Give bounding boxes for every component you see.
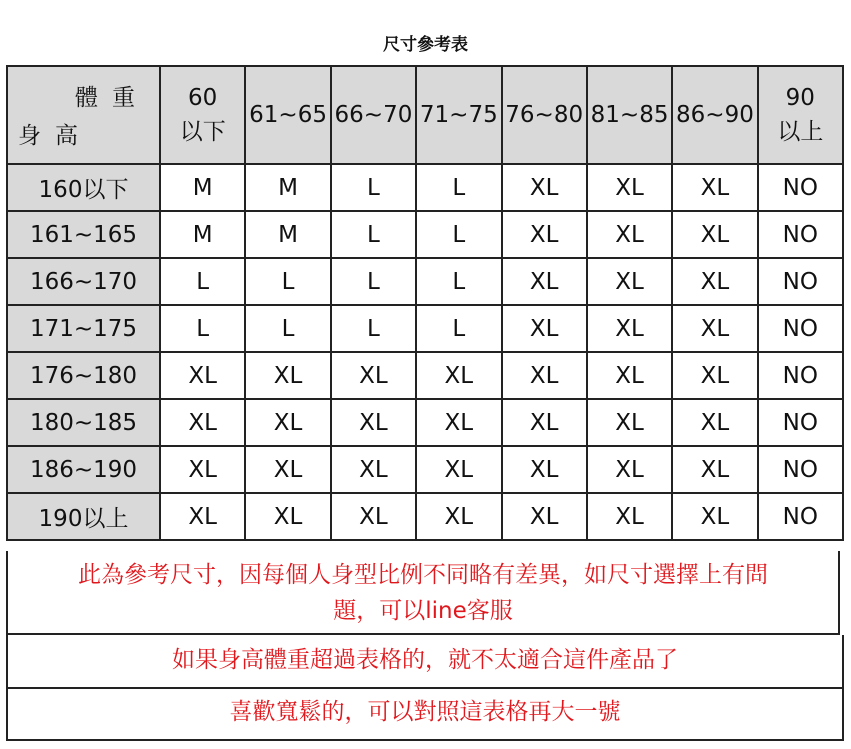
size-cell: L xyxy=(331,211,416,258)
size-cell: XL xyxy=(672,164,757,211)
size-cell: XL xyxy=(502,258,587,305)
size-cell: XL xyxy=(160,446,245,493)
size-cell: XL xyxy=(245,399,330,446)
height-row-header: 190以上 xyxy=(7,493,160,540)
column-header-line: 60 xyxy=(188,85,218,111)
size-cell: L xyxy=(245,258,330,305)
size-cell: M xyxy=(245,211,330,258)
size-cell: XL xyxy=(587,164,672,211)
size-cell: XL xyxy=(672,446,757,493)
height-row-header: 176~180 xyxy=(7,352,160,399)
table-row xyxy=(7,493,843,540)
size-cell: L xyxy=(331,305,416,352)
size-cell: XL xyxy=(672,211,757,258)
table-row xyxy=(7,258,843,305)
weight-column-header xyxy=(245,66,330,164)
size-cell: XL xyxy=(672,305,757,352)
size-cell: XL xyxy=(245,493,330,540)
size-cell: XL xyxy=(587,258,672,305)
size-cell: NO xyxy=(758,164,843,211)
table-row xyxy=(7,446,843,493)
column-header-line: 86~90 xyxy=(676,102,754,128)
size-cell: XL xyxy=(416,399,501,446)
column-header-line: 90 xyxy=(785,85,815,111)
table-row xyxy=(7,352,843,399)
size-cell: M xyxy=(160,211,245,258)
note-loose-fit-tip: 喜歡寬鬆的，可以對照這表格再大一號 xyxy=(6,687,844,741)
size-cell: NO xyxy=(758,493,843,540)
size-cell: L xyxy=(416,211,501,258)
page-title: 尺寸參考表 xyxy=(383,35,468,55)
size-cell: XL xyxy=(672,493,757,540)
size-cell: XL xyxy=(587,399,672,446)
note-line: 此為參考尺寸，因每個人身型比例不同略有差異，如尺寸選擇上有問 xyxy=(78,562,768,588)
size-cell: XL xyxy=(502,164,587,211)
size-cell: XL xyxy=(160,399,245,446)
height-row-header: 166~170 xyxy=(7,258,160,305)
size-cell: NO xyxy=(758,446,843,493)
size-cell: XL xyxy=(160,493,245,540)
height-row-header: 161~165 xyxy=(7,211,160,258)
height-row-header: 186~190 xyxy=(7,446,160,493)
table-row xyxy=(7,211,843,258)
size-cell: L xyxy=(416,164,501,211)
size-cell: XL xyxy=(160,352,245,399)
size-cell: XL xyxy=(502,399,587,446)
size-cell: XL xyxy=(416,493,501,540)
corner-header-cell xyxy=(7,66,160,164)
size-cell: XL xyxy=(502,446,587,493)
weight-column-header xyxy=(160,66,245,164)
size-cell: XL xyxy=(331,446,416,493)
size-cell: L xyxy=(160,258,245,305)
weight-column-header xyxy=(672,66,757,164)
size-cell: XL xyxy=(672,399,757,446)
table-row xyxy=(7,305,843,352)
size-cell: M xyxy=(160,164,245,211)
size-cell: L xyxy=(331,164,416,211)
table-row xyxy=(7,164,843,211)
size-cell: L xyxy=(160,305,245,352)
size-cell: XL xyxy=(502,493,587,540)
size-cell: NO xyxy=(758,352,843,399)
size-cell: XL xyxy=(331,493,416,540)
column-header-line: 66~70 xyxy=(334,102,413,128)
size-cell: XL xyxy=(416,352,501,399)
column-header-line: 以上 xyxy=(777,119,824,145)
size-cell: L xyxy=(331,258,416,305)
weight-column-header xyxy=(416,66,501,164)
size-cell: XL xyxy=(502,352,587,399)
note-line: 題，可以line客服 xyxy=(333,598,513,624)
height-row-header: 180~185 xyxy=(7,399,160,446)
weight-column-header xyxy=(587,66,672,164)
size-cell: XL xyxy=(331,399,416,446)
size-cell: XL xyxy=(587,493,672,540)
table-body xyxy=(7,164,843,540)
size-cell: NO xyxy=(758,211,843,258)
size-cell: XL xyxy=(587,352,672,399)
size-cell: M xyxy=(245,164,330,211)
column-header-line: 61~65 xyxy=(249,102,327,128)
column-header-line: 81~85 xyxy=(590,102,669,128)
size-cell: NO xyxy=(758,258,843,305)
height-row-header: 160以下 xyxy=(7,164,160,211)
size-cell: XL xyxy=(502,211,587,258)
size-cell: XL xyxy=(587,305,672,352)
size-cell: XL xyxy=(502,305,587,352)
note-reference-disclaimer xyxy=(6,551,840,635)
size-chart-table xyxy=(6,65,844,541)
size-cell: XL xyxy=(245,446,330,493)
size-cell: NO xyxy=(758,399,843,446)
height-row-header: 171~175 xyxy=(7,305,160,352)
size-cell: XL xyxy=(587,446,672,493)
note-oversize-warning: 如果身高體重超過表格的，就不太適合這件產品了 xyxy=(6,635,844,689)
size-cell: XL xyxy=(245,352,330,399)
table-header-row xyxy=(7,66,843,164)
size-cell: XL xyxy=(672,258,757,305)
column-header-line: 71~75 xyxy=(419,102,498,128)
size-cell: L xyxy=(245,305,330,352)
size-cell: XL xyxy=(672,352,757,399)
size-cell: L xyxy=(416,258,501,305)
size-cell: XL xyxy=(416,446,501,493)
size-cell: NO xyxy=(758,305,843,352)
height-axis-label: 身高 xyxy=(18,123,92,149)
size-cell: XL xyxy=(587,211,672,258)
column-header-line: 76~80 xyxy=(505,102,584,128)
table-row xyxy=(7,399,843,446)
size-cell: L xyxy=(416,305,501,352)
size-cell: XL xyxy=(331,352,416,399)
weight-axis-label: 體重 xyxy=(75,85,149,111)
weight-column-header xyxy=(502,66,587,164)
weight-column-header xyxy=(331,66,416,164)
weight-column-header xyxy=(758,66,843,164)
column-header-line: 以下 xyxy=(179,119,226,145)
